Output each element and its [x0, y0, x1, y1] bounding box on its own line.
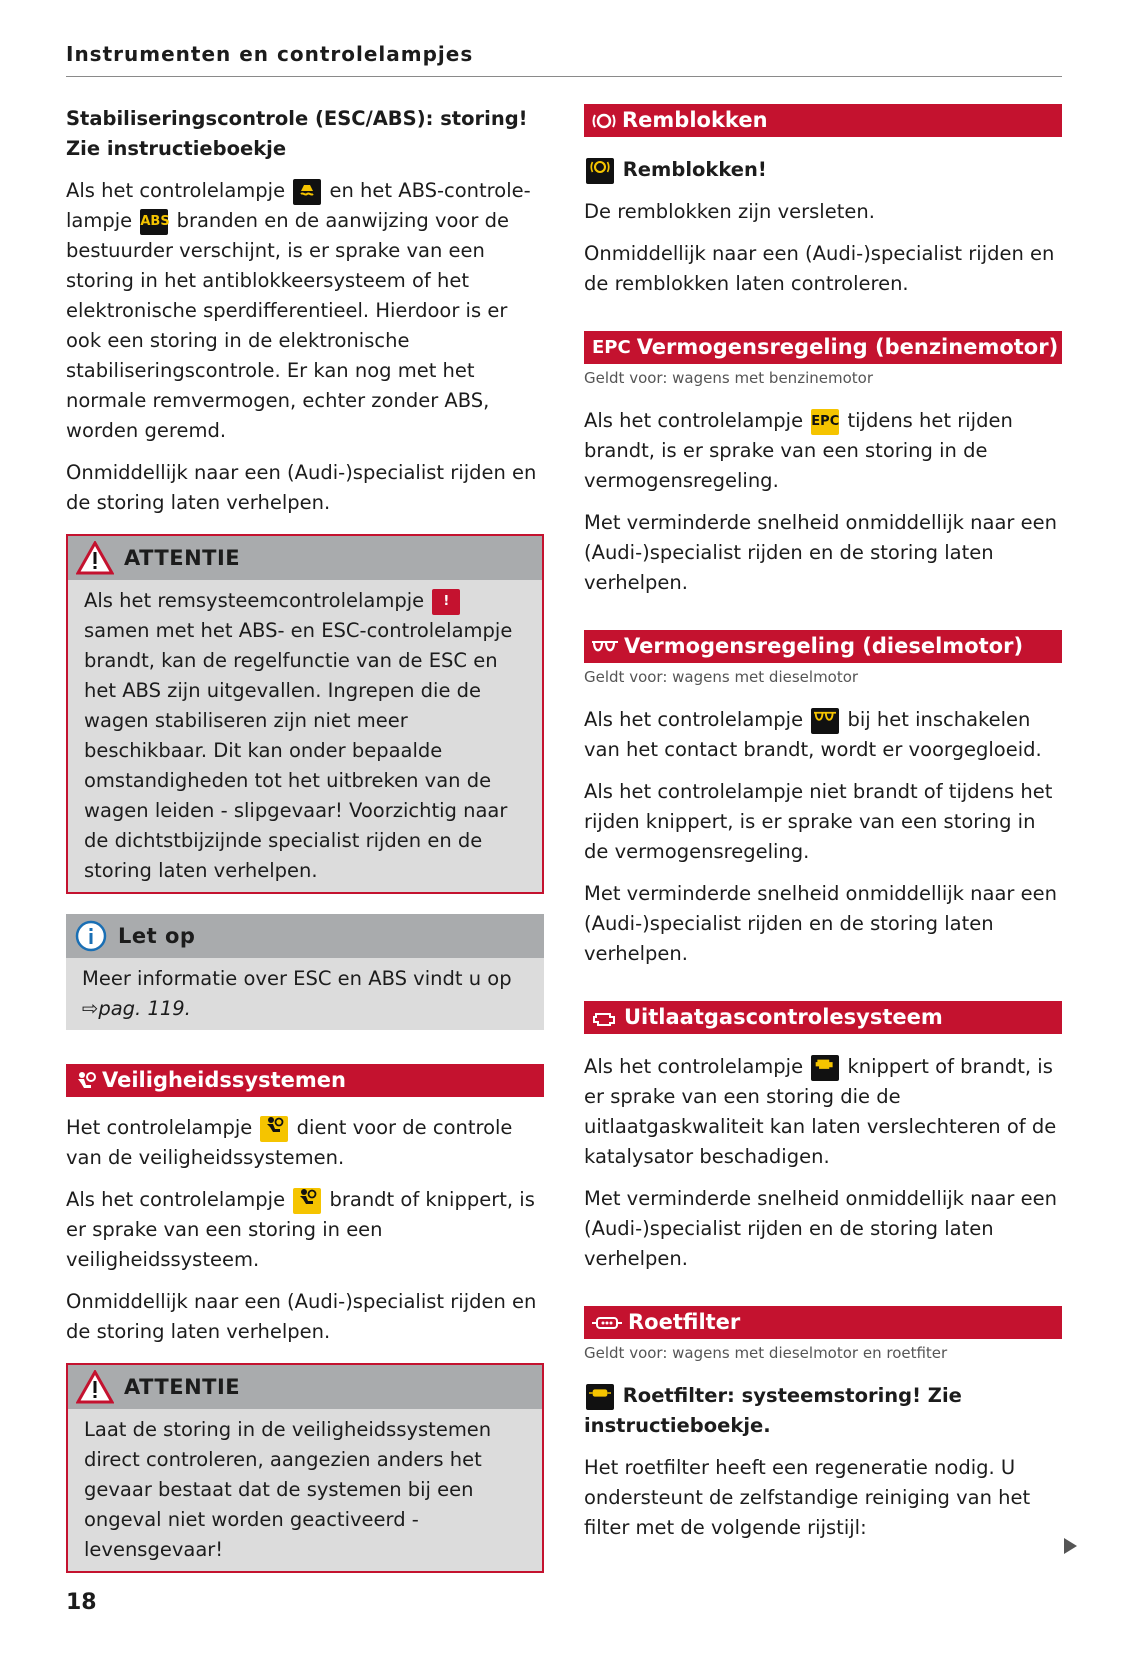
brake-system-lamp-icon: !: [432, 589, 460, 615]
safety-paragraph-2: Als het controlelampje brandt of knippert, is er sprake van een storing in een veiligheidssysteem.: [66, 1188, 535, 1271]
airbag-icon: [74, 1071, 96, 1091]
airbag-lamp-icon: [260, 1116, 288, 1142]
warning-box-2: [66, 1363, 544, 1573]
exhaust-bar: Uitlaatgascontrolesysteem: [584, 1001, 1062, 1034]
dpf-paragraph-1: Het roetfilter heeft een regeneratie nodig. U ondersteunt de zelfstandige reiniging van het filter met de volgende rijstijl:: [584, 1456, 1031, 1539]
brake-pad-lamp-icon: [586, 158, 614, 184]
engine-lamp-icon: [811, 1055, 839, 1081]
warning-box-1: [66, 534, 544, 894]
note-box: [66, 914, 544, 1030]
brake-pad-icon: [592, 111, 616, 131]
epc-lamp-icon: EPC: [811, 409, 839, 435]
brake-pads-bar: Remblokken: [584, 104, 1062, 137]
brake-pads-paragraph-1: De remblokken zijn versleten.: [584, 200, 875, 223]
continue-arrow-icon: [1064, 1538, 1077, 1554]
esc-paragraph-1: Als het controlelampje en het ABS-controle-lampje ABS branden en de aanwijzing voor de bestuurder verschijnt, is er sprake van een storing in het antiblokkeersysteem of het elektronische sperdifferentieel. Hierdoor is er ook een storing in de elektronische stabiliseringscontrole. Er kan nog met het normale remvermogen, echter zonder ABS, worden geremd.: [66, 179, 531, 442]
brake-pads-subheading: Remblokken!: [584, 155, 1062, 185]
warning-title: ATTENTIE: [124, 1375, 241, 1399]
note-text: Meer informatie over ESC en ABS vindt u op ⇨pag. 119.: [82, 967, 512, 1020]
safety-paragraph-3: Onmiddellijk naar een (Audi-)specialist rijden en de storing laten verhelpen.: [66, 1290, 537, 1343]
epc-paragraph-1: Als het controlelampje EPC tijdens het rijden brandt, is er sprake van een storing in de vermogensregeling.: [584, 409, 1013, 492]
abs-lamp-icon: ABS: [140, 209, 168, 235]
engine-icon: [592, 1009, 618, 1027]
glow-plug-lamp-icon: [811, 708, 839, 734]
page-title: Instrumenten en controlelampjes: [66, 42, 474, 66]
diesel-bar: Vermogensregeling (dieselmotor): [584, 630, 1062, 663]
particulate-filter-lamp-icon: [586, 1384, 614, 1410]
exhaust-paragraph-1: Als het controlelampje knippert of brandt, is er sprake van een storing die de uitlaatgaskwaliteit kan laten verslechteren of de katalysator beschadigen.: [584, 1055, 1057, 1168]
warning-text: Laat de storing in de veiligheidssystemen direct controleren, aangezien anders het gevaar bestaat dat de systemen bij een ongeval niet worden geactiveerd - levensgevaar!: [84, 1418, 492, 1561]
warning-text: Als het remsysteemcontrolelampje ! samen met het ABS- en ESC-controlelampje brandt, kan de regelfunctie van de ESC en het ABS zijn uitgevallen. Ingrepen die de wagen stabiliseren zijn niet meer beschikbaar. Dit kan onder bepaalde omstandigheden tot het uitbreken van de wagen leiden - slipgevaar! Voorzichtig naar de dichtstbijzijnde specialist rijden en de storing laten verhelpen.: [84, 589, 513, 882]
warning-triangle-icon: [76, 1370, 114, 1404]
diesel-applies: Geldt voor: wagens met dieselmotor: [584, 668, 859, 686]
epc-icon: EPC: [592, 337, 631, 358]
esc-paragraph-2: Onmiddellijk naar een (Audi-)specialist rijden en de storing laten verhelpen.: [66, 461, 537, 514]
note-header: [66, 914, 544, 958]
glow-plug-icon: [592, 639, 618, 655]
particulate-filter-icon: [592, 1315, 622, 1331]
warning-header: [68, 1365, 542, 1409]
diesel-paragraph-2: Als het controlelampje niet brandt of tijdens het rijden knippert, is er sprake van een storing in de vermogensregeling.: [584, 780, 1053, 863]
right-column: [584, 104, 1062, 1555]
left-column: [66, 104, 544, 1593]
diesel-paragraph-1: Als het controlelampje bij het inschakelen van het contact brandt, wordt er voorgegloeid.: [584, 708, 1042, 761]
exhaust-paragraph-2: Met verminderde snelheid onmiddellijk naar een (Audi-)specialist rijden en de storing laten verhelpen.: [584, 1187, 1057, 1270]
page-header: [66, 42, 1062, 77]
diesel-paragraph-3: Met verminderde snelheid onmiddellijk naar een (Audi-)specialist rijden en de storing laten verhelpen.: [584, 882, 1057, 965]
dpf-subheading: Roetfilter: systeemstoring! Zie instructieboekje.: [584, 1384, 962, 1437]
epc-bar: EPC Vermogensregeling (benzinemotor): [584, 331, 1062, 364]
dpf-applies: Geldt voor: wagens met dieselmotor en roetfiter: [584, 1344, 948, 1362]
note-title: Let op: [118, 924, 196, 948]
epc-paragraph-2: Met verminderde snelheid onmiddellijk naar een (Audi-)specialist rijden en de storing laten verhelpen.: [584, 511, 1057, 594]
info-icon: [74, 919, 108, 953]
safety-systems-bar: Veiligheidssystemen: [66, 1064, 544, 1097]
dpf-bar: Roetfilter: [584, 1306, 1062, 1339]
esc-heading: Stabiliseringscontrole (ESC/ABS): storing! Zie instructieboekje: [66, 107, 528, 160]
warning-header: [68, 536, 542, 580]
airbag-lamp-icon: [293, 1188, 321, 1214]
safety-paragraph-1: Het controlelampje dient voor de controle van de veiligheidssystemen.: [66, 1116, 513, 1169]
epc-applies: Geldt voor: wagens met benzinemotor: [584, 369, 873, 387]
brake-pads-paragraph-2: Onmiddellijk naar een (Audi-)specialist rijden en de remblokken laten controleren.: [584, 242, 1055, 295]
page-reference-link[interactable]: ⇨pag. 119.: [82, 997, 191, 1020]
warning-triangle-icon: [76, 541, 114, 575]
page-number: 18: [66, 1590, 97, 1615]
warning-title: ATTENTIE: [124, 546, 241, 570]
esc-lamp-icon: [293, 179, 321, 205]
